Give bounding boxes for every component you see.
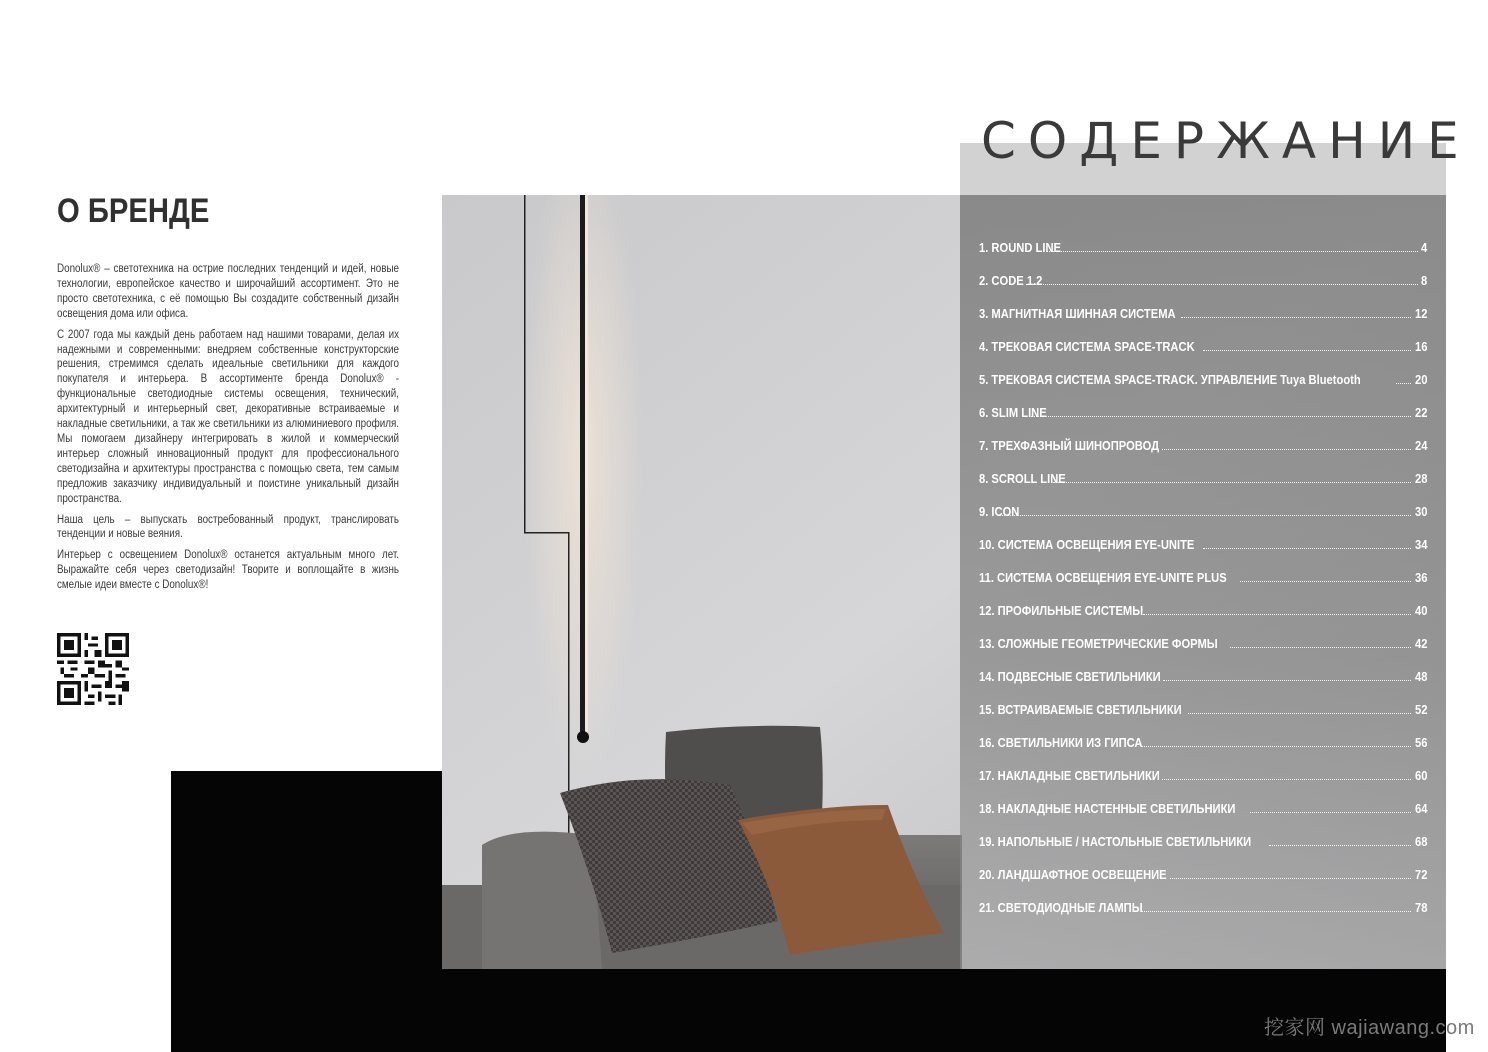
toc-item[interactable]: 13. СЛОЖНЫЕ ГЕОМЕТРИЧЕСКИЕ ФОРМЫ 42 xyxy=(979,636,1427,651)
brand-description xyxy=(57,262,399,599)
toc-item[interactable]: 20. ЛАНДШАФТНОЕ ОСВЕЩЕНИЕ 72 xyxy=(979,867,1427,882)
toc-leader-dots xyxy=(1240,580,1410,582)
qr-code-icon[interactable] xyxy=(57,633,129,705)
toc-leader-dots xyxy=(1163,679,1410,681)
brand-title: О БРЕНДЕ xyxy=(57,192,210,230)
brand-paragraph: С 2007 года мы каждый день работаем над нашими товарами, делая их надежными и современными: внедряем собственные конструкторские решения, стремимся сделать идеальные светильники для каждого покупателя и интерьера. В ассортименте бренда Donolux® - функциональные светодиодные системы освещения, технический, архитектурный и интерьерный свет, декоративные встраиваемые и накладные светильники, а так же светильники из алюминиевого профиля. Мы помогаем дизайнеру интегрировать в жилой и коммерческий интерьер сложный инновационный продукт для профессионального светодизайна и архитектуры пространства с помощью света, тем самым предложив заказчику индивидуальный и поистине уникальный дизайн пространства. xyxy=(57,328,400,505)
toc-leader-dots xyxy=(1047,250,1417,252)
toc-item[interactable]: 1. ROUND LINE 4 xyxy=(979,240,1427,255)
toc-item[interactable]: 7. ТРЕХФАЗНЫЙ ШИНОПРОВОД 24 xyxy=(979,438,1427,453)
toc-leader-dots xyxy=(1053,481,1411,483)
watermark: 挖家网 wajiawang.com xyxy=(1264,1017,1475,1039)
toc-leader-dots xyxy=(1250,811,1410,813)
brand-paragraph: Donolux® – светотехника на острие последних тенденций и идей, новые технологии, европейское качество и широчайший ассортимент. Это не просто светотехника, с её помощью Вы создадите собственный дизайн освещения дома или офиса. xyxy=(57,263,399,320)
toc-item[interactable]: 14. ПОДВЕСНЫЕ СВЕТИЛЬНИКИ 48 xyxy=(979,669,1427,684)
toc-item[interactable]: 4. ТРЕКОВАЯ СИСТЕМА SPACE-TRACK 16 xyxy=(979,339,1427,354)
table-of-contents xyxy=(979,240,1427,933)
toc-item[interactable]: 5. ТРЕКОВАЯ СИСТЕМА SPACE-TRACK. УПРАВЛЕНИЕ Tuya Bluetooth 20 xyxy=(979,372,1427,387)
toc-leader-dots xyxy=(1142,745,1410,747)
toc-leader-dots xyxy=(1181,316,1411,318)
toc-leader-dots xyxy=(1203,349,1411,351)
toc-leader-dots xyxy=(1026,283,1418,285)
toc-leader-dots xyxy=(1188,712,1411,714)
toc-leader-dots xyxy=(1162,448,1411,450)
brand-paragraph: Интерьер с освещением Donolux® останется актуальным много лет. Выражайте себя через светодизайн! Творите и воплощайте в жизнь смелые идеи вместе с Donolux®! xyxy=(57,549,399,592)
toc-leader-dots xyxy=(1031,415,1411,417)
toc-item[interactable]: 12. ПРОФИЛЬНЫЕ СИСТЕМЫ 40 xyxy=(979,603,1427,618)
toc-leader-dots xyxy=(1269,844,1411,846)
toc-item[interactable]: 18. НАКЛАДНЫЕ НАСТЕННЫЕ СВЕТИЛЬНИКИ 64 xyxy=(979,801,1427,816)
toc-leader-dots xyxy=(1396,382,1411,384)
toc-item[interactable]: 6. SLIM LINE 22 xyxy=(979,405,1427,420)
toc-item[interactable]: 21. СВЕТОДИОДНЫЕ ЛАМПЫ 78 xyxy=(979,900,1427,915)
toc-item[interactable]: 15. ВСТРАИВАЕМЫЕ СВЕТИЛЬНИКИ 52 xyxy=(979,702,1427,717)
toc-item[interactable]: 9. ICON 30 xyxy=(979,504,1427,519)
toc-leader-dots xyxy=(1142,910,1410,912)
toc-leader-dots xyxy=(1143,613,1411,615)
brand-paragraph: Наша цель – выпускать востребованный продукт, транслировать тенденции и новые веяния. xyxy=(57,513,399,541)
toc-item[interactable]: 17. НАКЛАДНЫЕ СВЕТИЛЬНИКИ 60 xyxy=(979,768,1427,783)
toc-item[interactable]: 3. МАГНИТНАЯ ШИННАЯ СИСТЕМА 12 xyxy=(979,306,1427,321)
toc-item[interactable]: 16. СВЕТИЛЬНИКИ ИЗ ГИПСА 56 xyxy=(979,735,1427,750)
toc-item[interactable]: 2. CODE 1.2 8 xyxy=(979,273,1427,288)
toc-leader-dots xyxy=(999,514,1410,516)
toc-leader-dots xyxy=(1162,778,1410,780)
toc-item[interactable]: 19. НАПОЛЬНЫЕ / НАСТОЛЬНЫЕ СВЕТИЛЬНИКИ 68 xyxy=(979,834,1427,849)
toc-item[interactable]: 11. СИСТЕМА ОСВЕЩЕНИЯ EYE-UNITE PLUS 36 xyxy=(979,570,1427,585)
toc-leader-dots xyxy=(1203,547,1411,549)
toc-item[interactable]: 10. СИСТЕМА ОСВЕЩЕНИЯ EYE-UNITE 34 xyxy=(979,537,1427,552)
toc-leader-dots xyxy=(1170,877,1410,879)
toc-leader-dots xyxy=(1230,646,1411,648)
contents-title: СОДЕРЖАНИЕ xyxy=(981,112,1471,170)
toc-item[interactable]: 8. SCROLL LINE 28 xyxy=(979,471,1427,486)
